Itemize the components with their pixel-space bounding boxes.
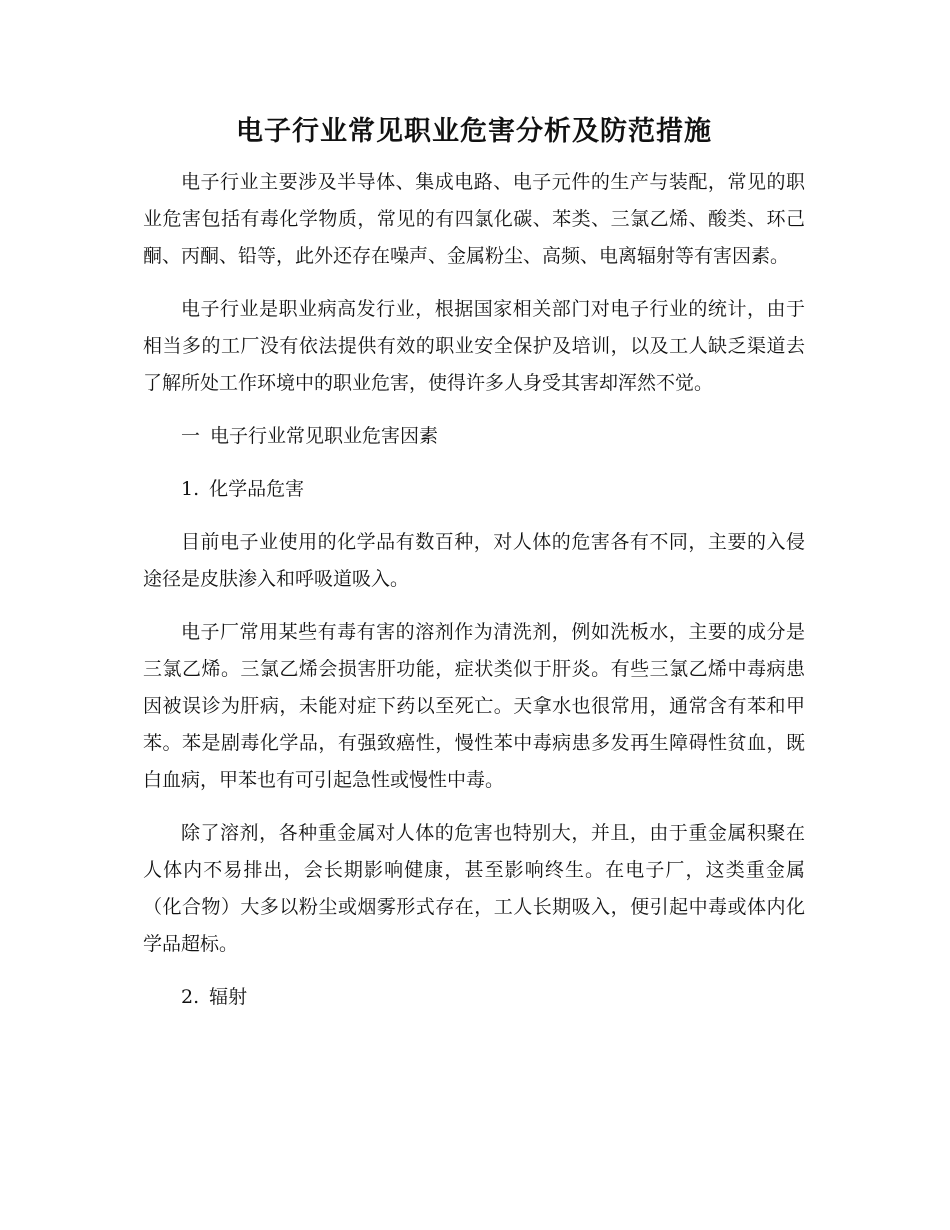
subsection-heading-radiation [143, 979, 805, 1016]
document-title: 电子行业常见职业危害分析及防范措施 [236, 116, 712, 147]
intro-paragraph: 电子行业主要涉及半导体、集成电路、电子元件的生产与装配，常见的职业危害包括有毒化学物质，常见的有四氯化碳、苯类、三氯乙烯、酸类、环己酮、丙酮、铅等，此外还存在噪声、金属粉尘、高频、电离辐射等有害因素。 [143, 171, 805, 267]
section-number: 一 [181, 425, 201, 447]
chemical-intro-paragraph: 目前电子业使用的化学品有数百种，对人体的危害各有不同，主要的入侵途径是皮肤渗入和呼吸道吸入。 [143, 531, 805, 590]
section-label: 电子行业常见职业危害因素 [210, 425, 439, 447]
subsection-number: 1. [181, 478, 200, 500]
section-heading-hazard-factors [143, 418, 805, 455]
statistics-paragraph: 电子行业是职业病高发行业，根据国家相关部门对电子行业的统计，由于相当多的工厂没有依法提供有效的职业安全保护及培训，以及工人缺乏渠道去了解所处工作环境中的职业危害，使得许多人身受其害却浑然不觉。 [143, 298, 805, 394]
subsection-label: 辐射 [209, 986, 248, 1008]
subsection-heading-chemical [143, 471, 805, 508]
subsection-label: 化学品危害 [209, 478, 305, 500]
document-body [143, 112, 805, 1032]
heavy-metal-paragraph: 除了溶剂，各种重金属对人体的危害也特别大，并且，由于重金属积聚在人体内不易排出，会长期影响健康，甚至影响终生。在电子厂，这类重金属（化合物）大多以粉尘或烟雾形式存在，工人长期吸入，便引起中毒或体内化学品超标。 [143, 822, 805, 955]
solvent-paragraph: 电子厂常用某些有毒有害的溶剂作为清洗剂，例如洗板水，主要的成分是三氯乙烯。三氯乙烯会损害肝功能，症状类似于肝炎。有些三氯乙烯中毒病患因被误诊为肝病，未能对症下药以至死亡。天拿水也很常用，通常含有苯和甲苯。苯是剧毒化学品，有强致癌性，慢性苯中毒病患多发再生障碍性贫血，既白血病，甲苯也有可引起急性或慢性中毒。 [143, 621, 805, 791]
subsection-number: 2. [181, 986, 200, 1008]
